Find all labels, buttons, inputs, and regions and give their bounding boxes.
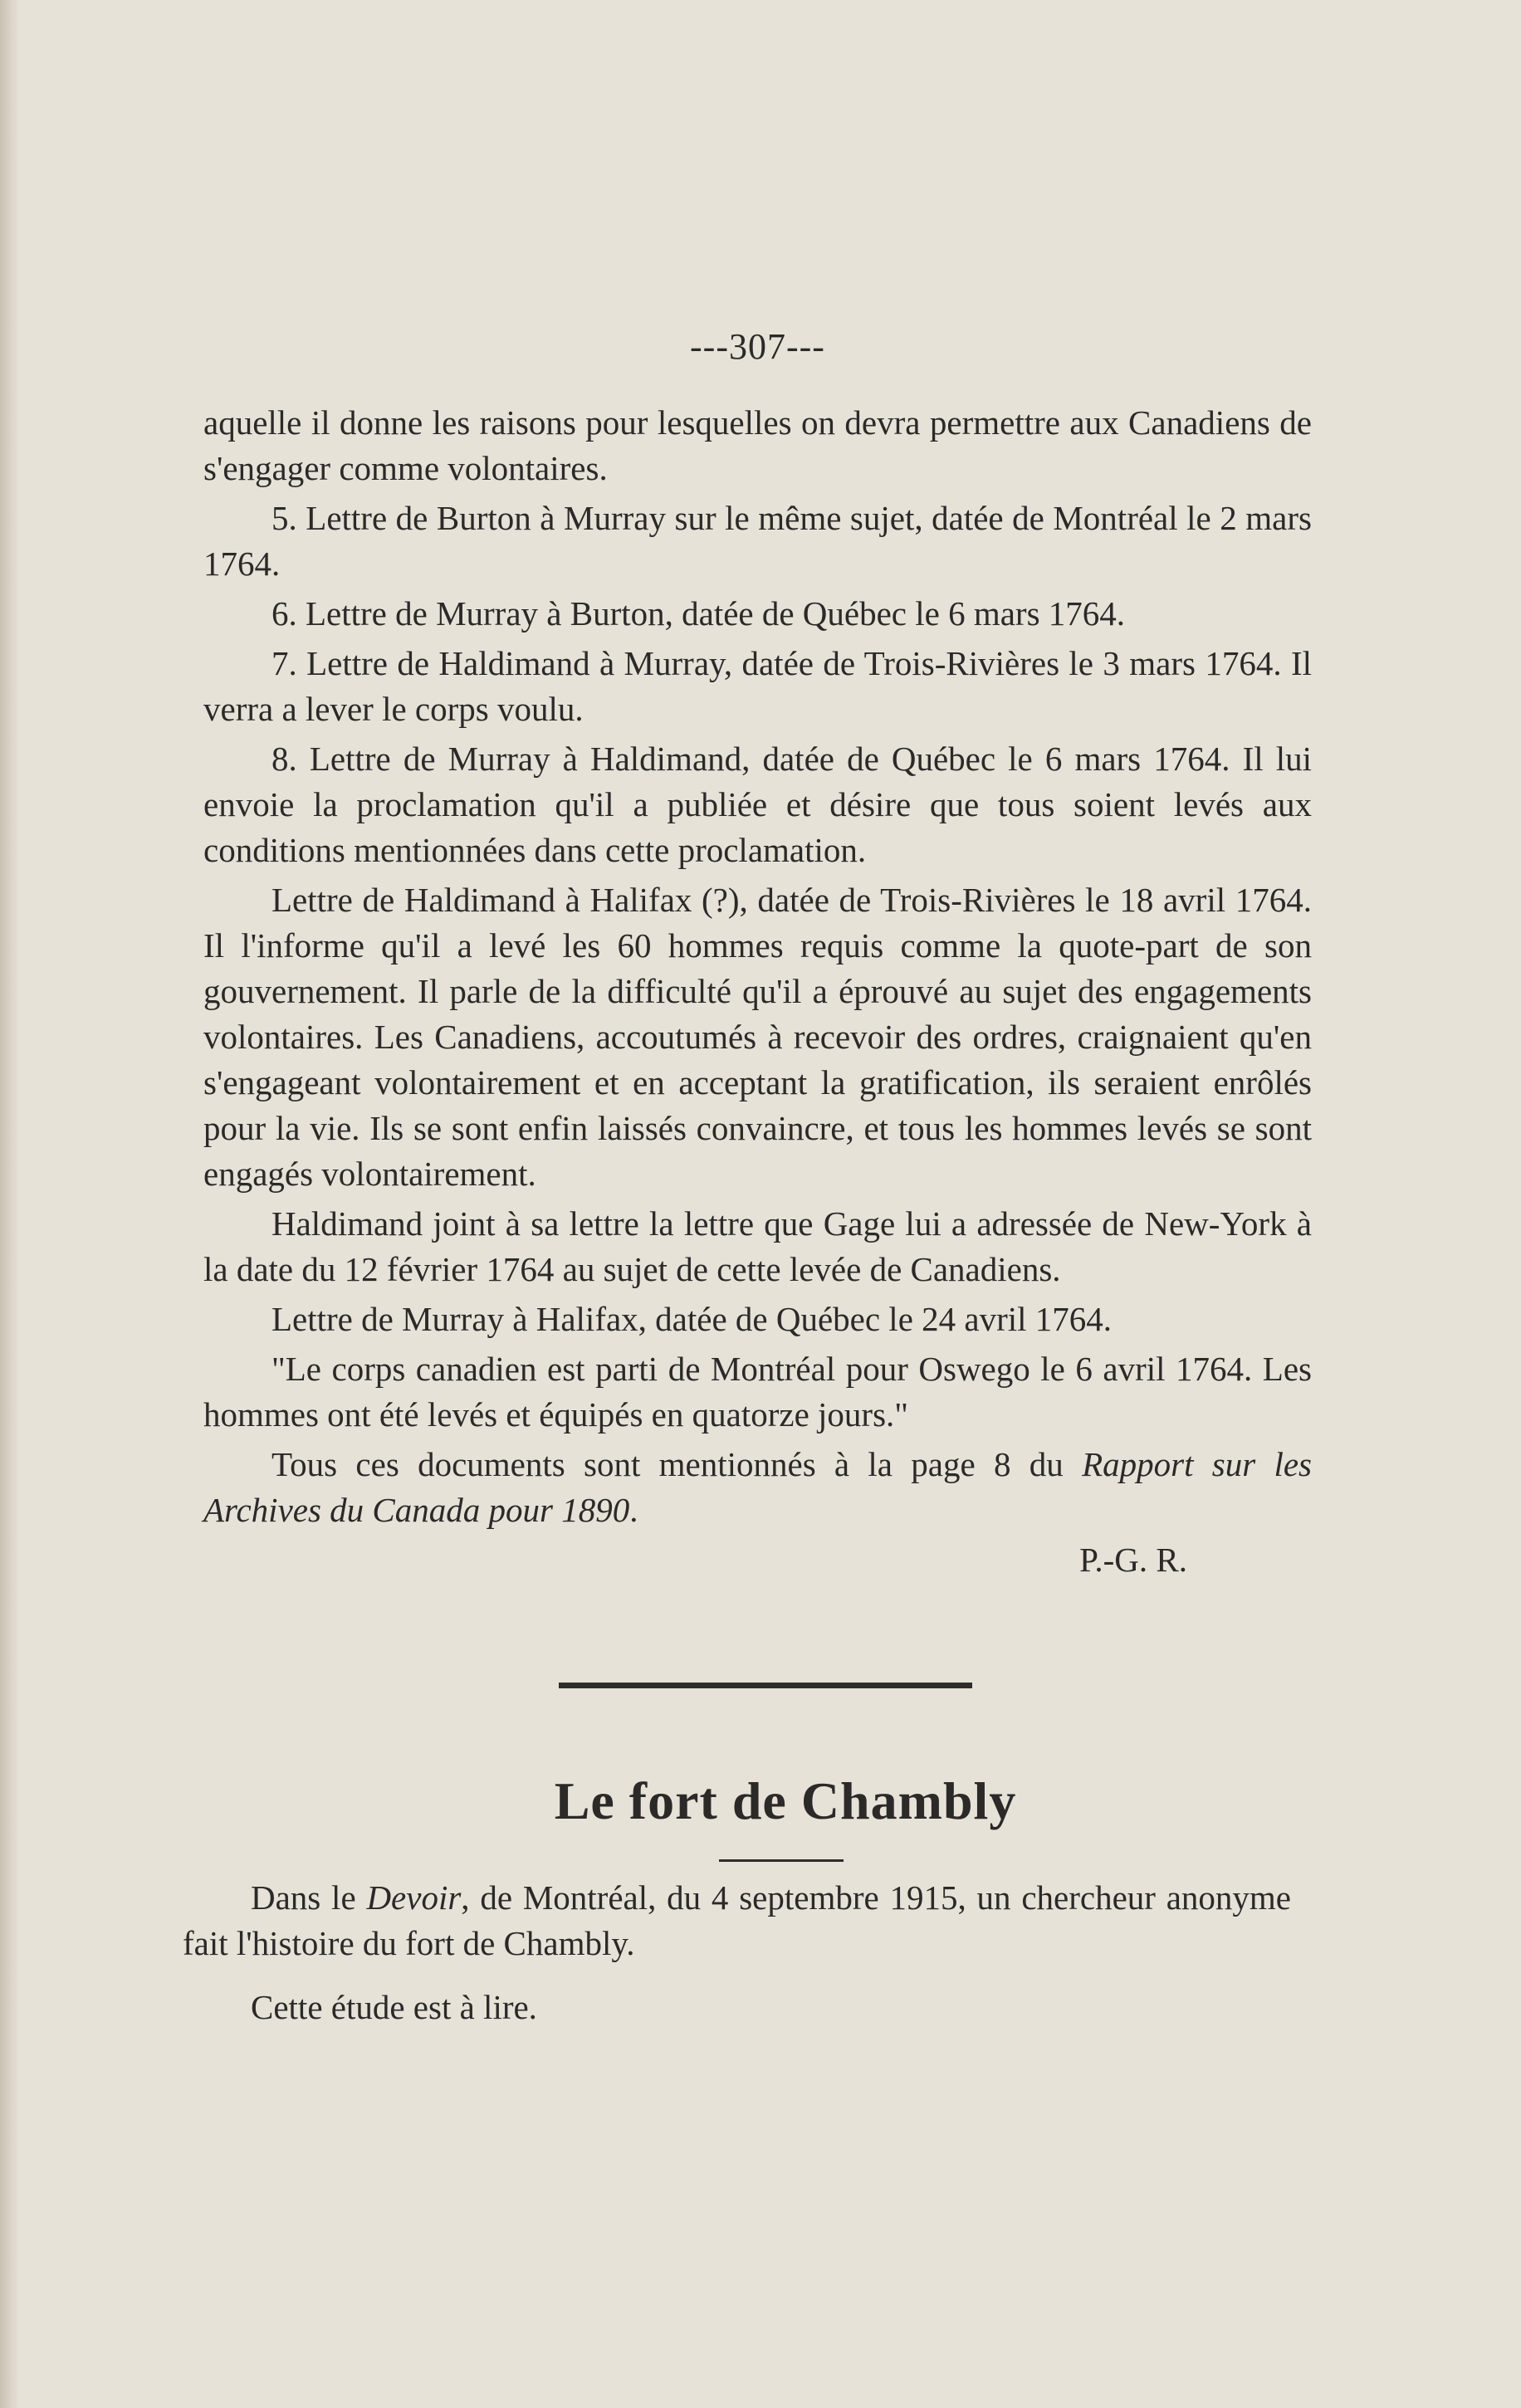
page-number: ---307--- xyxy=(690,326,825,367)
section-intro-start: Dans le xyxy=(251,1878,367,1917)
paragraph-continuation: aquelle il donne les raisons pour lesquelles on devra permettre aux Canadiens de s'engager comme volontaires. xyxy=(203,403,1312,487)
closing-period: . xyxy=(629,1491,638,1529)
paragraph-murray-halifax: Lettre de Murray à Halifax, datée de Québec le 24 avril 1764. xyxy=(271,1300,1113,1338)
paragraph-item-8: 8. Lettre de Murray à Haldimand, datée de Québec le 6 mars 1764. Il lui envoie la proclamation qu'il a publiée et désire que tous soient levés aux conditions mentionnées dans cette proclamation. xyxy=(203,740,1312,869)
signature: P.-G. R. xyxy=(1079,1541,1187,1579)
section-intro-rest: , de Montréal, du 4 septembre 1915, un chercheur anonyme fait l'histoire du fort de Chambly. xyxy=(183,1878,1291,1962)
paragraph-quote: "Le corps canadien est parti de Montréal pour Oswego le 6 avril 1764. Les hommes ont été levés et équipés en quatorze jours." xyxy=(203,1350,1312,1434)
newspaper-name: Devoir xyxy=(366,1878,462,1917)
document-body xyxy=(203,400,1312,1587)
page-edge xyxy=(0,0,20,2408)
section-body xyxy=(183,1875,1291,2049)
section-title: Le fort de Chambly xyxy=(554,1771,1017,1830)
paragraph-item-7: 7. Lettre de Haldimand à Murray, datée de Trois-Rivières le 3 mars 1764. Il verra a lever le corps voulu. xyxy=(203,644,1312,728)
paragraph-closing xyxy=(203,1442,1312,1533)
section-divider xyxy=(559,1683,972,1688)
paragraph-item-6: 6. Lettre de Murray à Burton, datée de Québec le 6 mars 1764. xyxy=(271,594,1126,633)
paragraph-gage-letter: Haldimand joint à sa lettre la lettre que Gage lui a adressée de New-York à la date du 12 février 1764 au sujet de cette levée de Canadiens. xyxy=(203,1204,1312,1288)
paragraph-haldimand-halifax: Lettre de Haldimand à Halifax (?), datée de Trois-Rivières le 18 avril 1764. Il l'informe qu'il a levé les 60 hommes requis comme la quote-part de son gouvernement. Il parle de la difficulté qu'il a éprouvé au sujet des engagements volontaires. Les Canadiens, accoutumés à recevoir des ordres, craignaient qu'en s'engageant volontairement et en acceptant la gratification, ils seraient enrôlés pour la vie. Ils se sont enfin laissés convaincre, et tous les hommes levés se sont engagés volontairement. xyxy=(203,881,1312,1193)
closing-text: Tous ces documents sont mentionnés à la page 8 du xyxy=(271,1445,1083,1483)
title-underline xyxy=(719,1859,844,1862)
section-intro xyxy=(183,1875,1291,1966)
paragraph-item-5: 5. Lettre de Burton à Murray sur le même sujet, datée de Montréal le 2 mars 1764. xyxy=(203,499,1312,583)
closing-report-title: Rapport sur les Archives du Canada pour 1890 xyxy=(203,1445,1312,1529)
section-note: Cette étude est à lire. xyxy=(251,1988,537,2026)
